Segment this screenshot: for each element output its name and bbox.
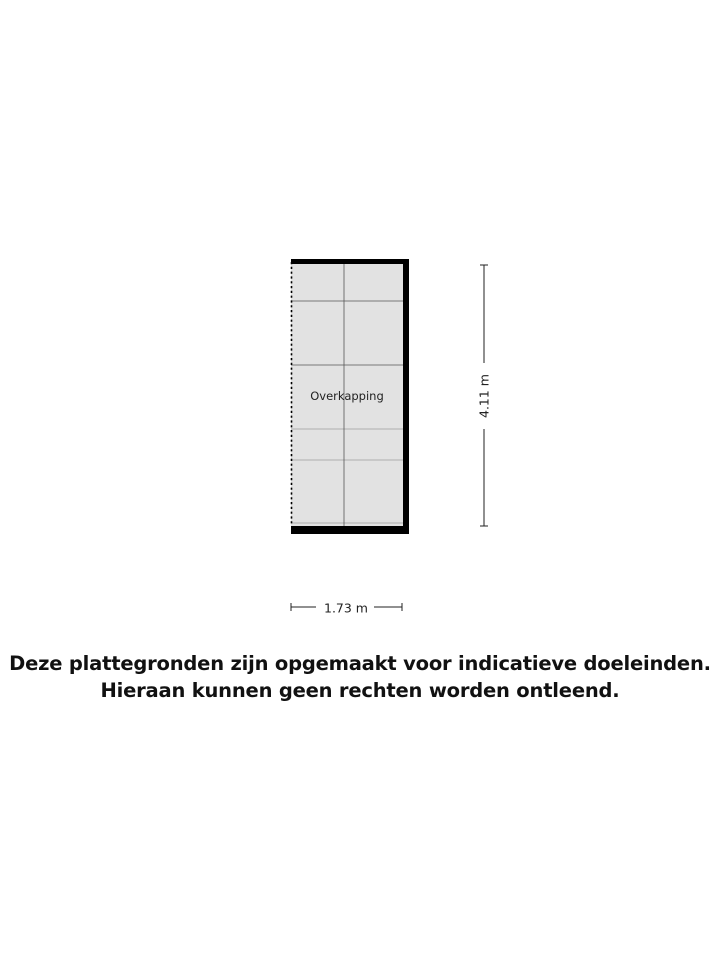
wall-top [291, 259, 409, 264]
width-dimension-label: 1.73 m [324, 600, 368, 616]
disclaimer-line-1: Deze plattegronden zijn opgemaakt voor indicatieve doeleinden. [9, 652, 711, 675]
wall-right [403, 259, 409, 534]
wall-bottom [291, 526, 409, 534]
height-dimension-label: 4.11 m [476, 374, 492, 418]
disclaimer-line-2: Hieraan kunnen geen rechten worden ontleend. [100, 679, 620, 702]
room-label: Overkapping [310, 389, 384, 403]
